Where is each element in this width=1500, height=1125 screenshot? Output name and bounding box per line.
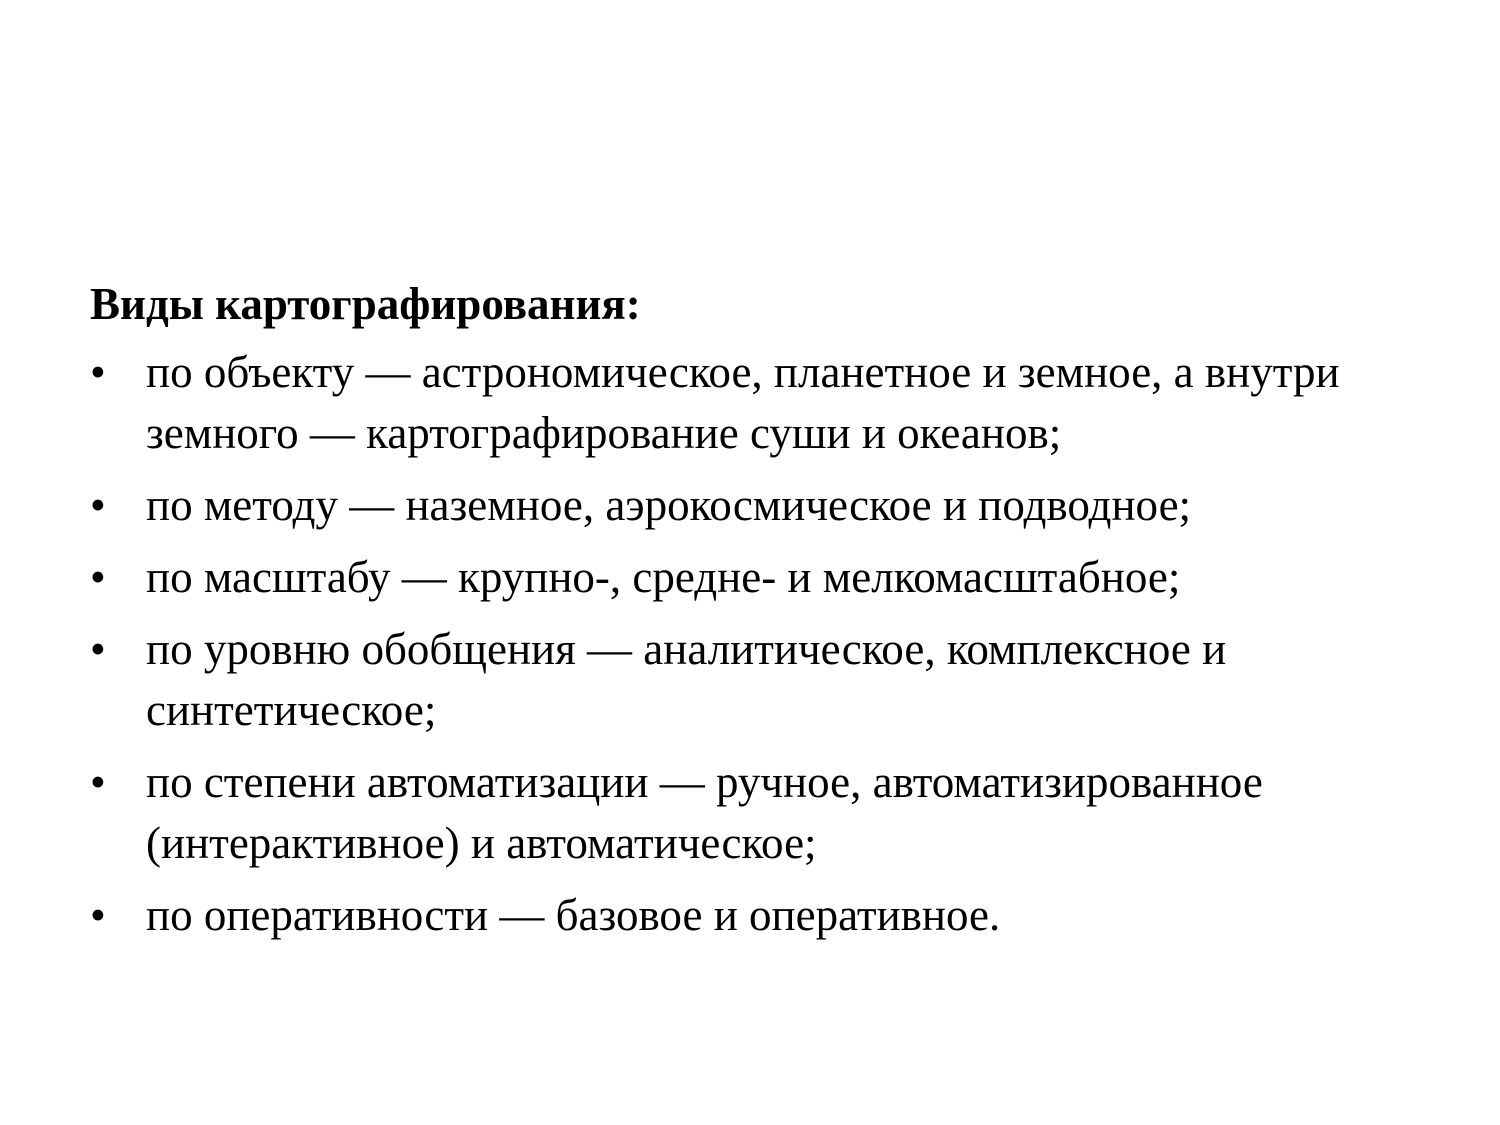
- bullet-icon: •: [90, 624, 106, 674]
- bullet-list: [90, 342, 1420, 946]
- list-item: [90, 885, 1420, 946]
- bullet-icon: •: [90, 347, 106, 397]
- list-item-text: по оперативности — базовое и оперативное.: [146, 890, 1001, 940]
- bullet-icon: •: [90, 552, 106, 602]
- list-item: [90, 342, 1420, 464]
- list-item-text: по уровню обобщения — аналитическое, комплексное и синтетическое;: [146, 624, 1227, 735]
- bullet-icon: •: [90, 480, 106, 530]
- list-item-text: по степени автоматизации — ручное, автоматизированное (интерактивное) и автоматическое;: [146, 757, 1263, 868]
- list-item-text: по методу — наземное, аэрокосмическое и подводное;: [146, 480, 1192, 530]
- slide-content: [90, 274, 1420, 957]
- slide-heading: Виды картографирования:: [90, 279, 641, 329]
- list-item-text: по объекту — астрономическое, планетное и земное, а внутри земного — картографирование суши и океанов;: [146, 347, 1340, 458]
- list-item-text: по масштабу — крупно-, средне- и мелкомасштабное;: [146, 552, 1181, 602]
- list-item: [90, 547, 1420, 608]
- bullet-icon: •: [90, 757, 106, 807]
- bullet-icon: •: [90, 890, 106, 940]
- list-item: [90, 619, 1420, 741]
- list-item: [90, 752, 1420, 874]
- list-item: [90, 475, 1420, 536]
